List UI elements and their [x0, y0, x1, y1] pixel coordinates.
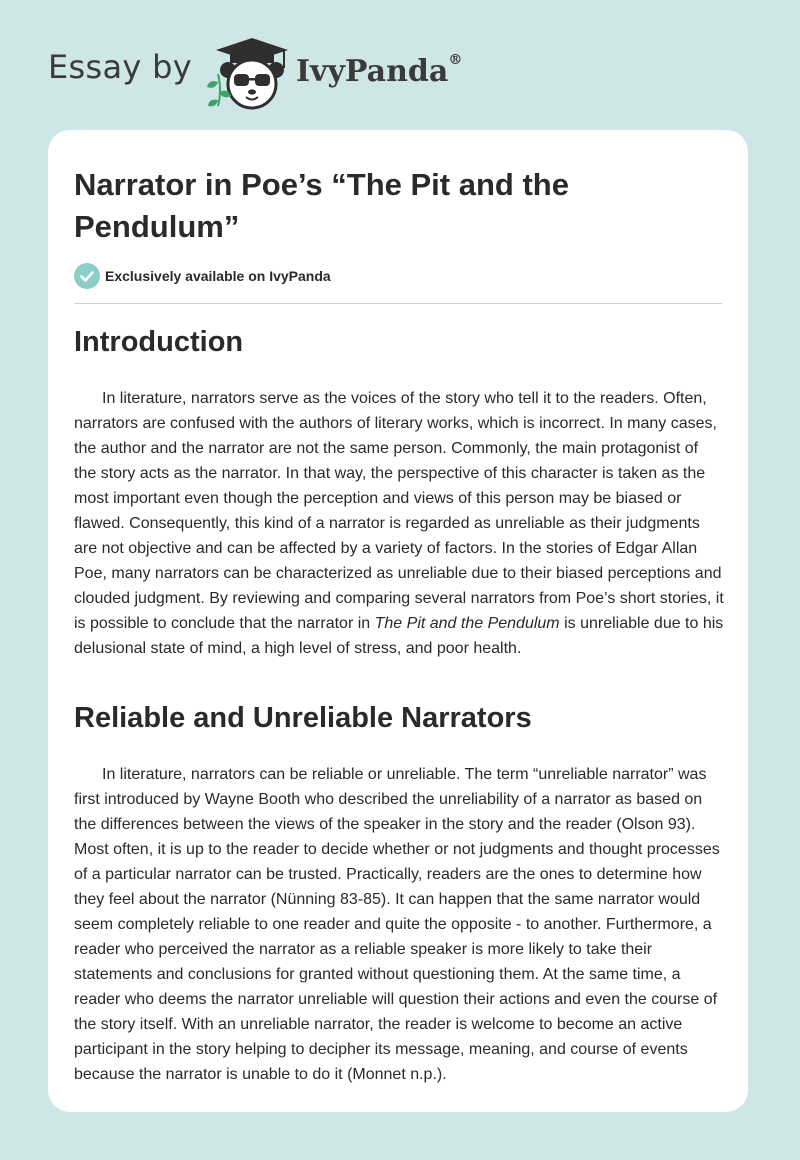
checkmark-icon: [74, 263, 100, 289]
essay-card: [48, 130, 748, 1112]
brand-name: IvyPanda®: [296, 52, 463, 89]
site-header: [48, 34, 748, 114]
panda-logo-icon: [200, 34, 292, 110]
essay-by-label: Essay by: [48, 48, 192, 86]
section-paragraph-introduction: In literature, narrators serve as the voices of the story who tell it to the readers. Often, narrators are confused with the authors of literary works, which is incorrect. In many cases, the author and the narrator are not the same person. Commonly, the main protagonist of the story acts as the narrator. In that way, the perspective of this character is taken as the most important even though the perception and views of this person may be biased or flawed. Consequently, this kind of a narrator is regarded as unreliable as their judgments are not objective and can be affected by a variety of factors. In the stories of Edgar Allan Poe, many narrators can be characterized as unreliable due to their biased perceptions and clouded judgment. By reviewing and comparing several narrators from Poe’s short stories, it is possible to conclude that the narrator in The Pit and the Pendulum is unreliable due to his delusional state of mind, a high level of stress, and poor health.: [74, 390, 724, 657]
registered-mark: ®: [448, 52, 463, 68]
work-title-italic: The Pit and the Pendulum: [374, 615, 560, 632]
essay-title: Narrator in Poe’s “The Pit and the Pendulum”: [74, 167, 569, 244]
section-heading-reliable-narrators: Reliable and Unreliable Narrators: [74, 702, 532, 734]
section-paragraph-reliable-narrators: In literature, narrators can be reliable or unreliable. The term “unreliable narrator” was first introduced by Wayne Booth who described the unreliability of a narrator as based on the differences between the views of the speaker in the story and the reader (Olson 93). Most often, it is up to the reader to decide whether or not judgments and thought processes of a particular narrator can be trusted. Practically, readers are the ones to determine how they feel about the narrator (Nünning 83-85). It can happen that the same narrator would seem completely reliable to one reader and quite the opposite - to another. Furthermore, a reader who perceived the narrator as a reliable speaker is more likely to take their statements and conclusions for granted without questioning them. At the same time, a reader who deems the narrator unreliable will question their actions and even the course of the story itself. With an unreliable narrator, the reader is welcome to become an active participant in the story helping to decipher its message, meaning, and course of events because the narrator is unable to do it (Monnet n.p.).: [74, 766, 720, 1083]
section-heading-introduction: Introduction: [74, 326, 244, 358]
exclusive-badge-text: Exclusively available on IvyPanda: [105, 268, 331, 284]
divider: [74, 303, 722, 304]
